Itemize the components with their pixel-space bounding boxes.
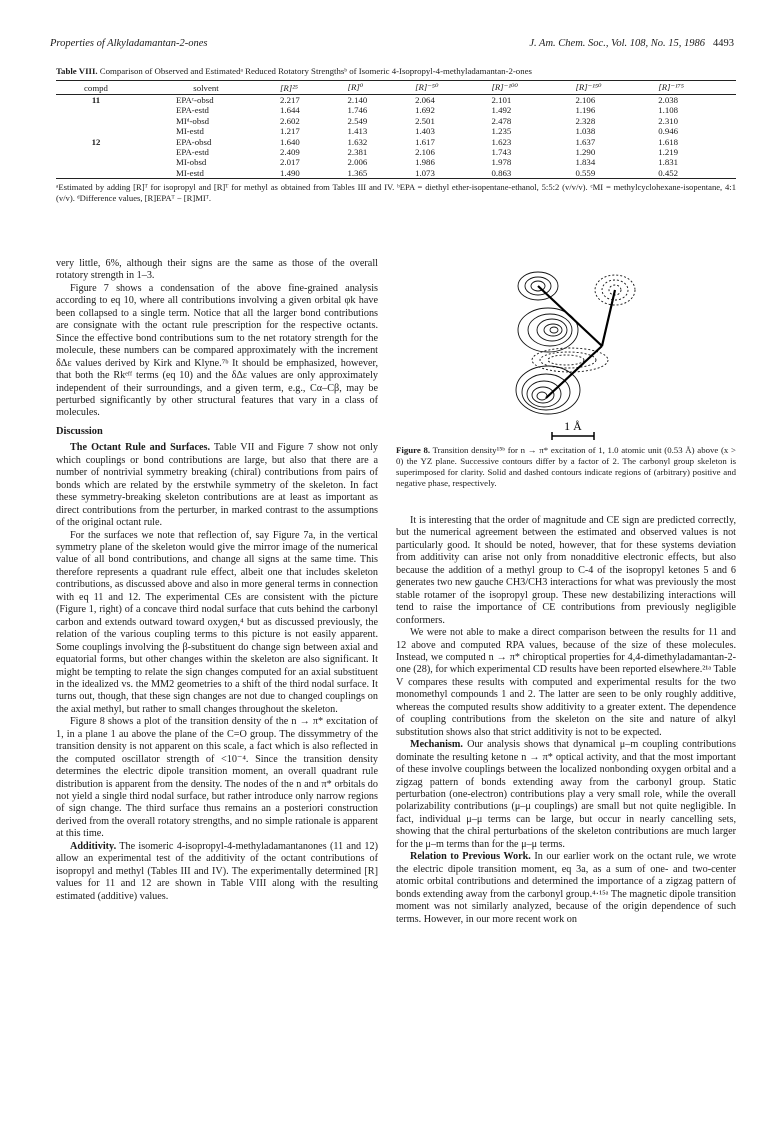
value-cell: 1.413 [347, 126, 368, 137]
compound-cell [56, 105, 136, 115]
value-cell: 1.743 [491, 147, 512, 158]
value-cell: 1.219 [658, 147, 679, 158]
paragraph: It is interesting that the order of magnitude and CE sign are predicted correctly, but the numerical agreement between the estimated and observed values is not particularly good. It should be noted, however, that for these systems deviation from additivity can arise not only from nonadditive electronic effects, but also because the addition of a methyl group to C-4 of the isopropyl ketones 5 and 6 generates two new gauche CH3/CH3 interactions for what was previously the most stable rotamer of the isopropyl group. These new destabilizing interactions will tend to raise the importance of CE contributions from previously negligible conformers. [396, 515, 736, 626]
value-cell: 1.038 [575, 126, 596, 137]
value-cell: 1.490 [280, 167, 300, 178]
table-viii [56, 66, 736, 204]
value-cell: 1.746 [347, 105, 368, 116]
value-cell: 2.549 [347, 115, 368, 126]
value-cell: 2.381 [347, 147, 368, 158]
paragraph-text: The isomeric 4-isopropyl-4-methyladamantanones (11 and 12) allow an experimental test of the additivity of the octant contributions of isopropyl and methyl (Tables III and IV). The experimentally determined [R] values for 11 and 12 are shown in Table VIII along with the resulting estimated (additive) values. [56, 840, 378, 902]
paragraph: very little, 6%, although their signs are the same as those of the overall rotatory strength in 1–3. [56, 258, 378, 282]
compound-cell [56, 126, 136, 136]
solvent-cell: MI-estd [176, 126, 204, 137]
run-in-heading: The Octant Rule and Surfaces. [70, 442, 211, 454]
value-cell: 1.196 [575, 105, 596, 116]
value-cell: 1.644 [280, 105, 300, 116]
compound-cell [56, 116, 136, 126]
value-cell: 2.106 [575, 95, 596, 105]
value-cell: 0.559 [575, 167, 596, 178]
solvent-cell: MIᵈ-obsd [176, 115, 210, 126]
value-cell: 1.623 [491, 136, 512, 147]
value-cell: 1.637 [575, 136, 596, 147]
running-title: Properties of Alkyladamantan-2-ones [50, 38, 208, 49]
paragraph-text: Table VII and Figure 7 show not only which couplings or bond contributions are large, but also that there are a number of nontrivial symmetry breaking (chiral) contributions from pairs of bonds which are related by the erstwhile symmetry of the skeleton. In fact these symmetry-breaking skeleton contributions are at least as important as direct contributions from the perturber, in marked contrast to the assumptions of the original octant rule. [56, 442, 378, 529]
value-cell: 1.617 [415, 136, 435, 147]
table-caption-text: Comparison of Observed and Estimatedᵃ Reduced Rotatory Strengthsᵇ of Isomeric 4-Isopropyl-4-methyladamantan-2-ones [99, 66, 532, 76]
value-cell: 1.365 [347, 167, 368, 178]
table-body [56, 95, 736, 179]
value-cell: 2.310 [658, 115, 679, 126]
value-cell: 1.403 [415, 126, 435, 137]
column-header: solvent [136, 81, 276, 95]
column-header: [R]⁻⁵⁰ [411, 81, 487, 95]
solvent-cell: EPA-estd [176, 147, 209, 158]
solvent-cell: MI-estd [176, 167, 204, 178]
run-in-heading: Mechanism. [410, 739, 463, 751]
table-row [56, 126, 736, 136]
table-footnote: ᵃEstimated by adding [R]ᵀ for isopropyl and [R]ᵀ for methyl as obtained from Tables III and IV. ᵇEPA = diethyl ether-isopentane-ethanol, 5:5:2 (v/v/v). ᶜMI = methylcyclohexane-isopentane, 4:1 (v/v). ᵈDifference values, [R]EPAᵀ − [R]MIᵀ. [56, 182, 736, 204]
page-number: 4493 [713, 38, 734, 49]
table-row [56, 157, 736, 167]
column-header: [R]⁻¹⁷⁵ [654, 81, 736, 95]
left-column [56, 258, 378, 903]
table-label: Table VIII. [56, 66, 98, 76]
compound-cell [56, 157, 136, 167]
contour-plot [490, 268, 650, 443]
section-heading: Discussion [56, 425, 103, 437]
value-cell: 2.101 [491, 95, 512, 105]
compound-cell [56, 147, 136, 157]
value-cell: 2.038 [658, 95, 679, 105]
solvent-cell: MI-obsd [176, 157, 207, 168]
scale-bar [552, 419, 594, 440]
scale-bar-label: 1 Å [564, 419, 582, 433]
value-cell: 2.501 [415, 115, 435, 126]
value-cell: 1.108 [658, 105, 679, 116]
compound-cell: 12 [91, 136, 101, 147]
column-header: compd [56, 81, 136, 95]
value-cell: 0.946 [658, 126, 679, 137]
value-cell: 1.632 [347, 136, 368, 147]
value-cell: 1.073 [415, 167, 435, 178]
value-cell: 2.006 [347, 157, 368, 168]
right-column [396, 515, 736, 926]
carbonyl-skeleton [538, 286, 615, 398]
dashed-contours [532, 275, 635, 372]
solvent-cell: EPAᶜ-obsd [176, 95, 214, 105]
value-cell: 1.978 [491, 157, 512, 168]
compound-cell: 11 [91, 95, 101, 105]
value-cell: 1.640 [280, 136, 300, 147]
value-cell: 2.064 [415, 95, 435, 105]
table-row [56, 137, 736, 147]
table-row [56, 168, 736, 179]
table-row [56, 147, 736, 157]
value-cell: 2.217 [280, 95, 300, 105]
run-in-heading: Relation to Previous Work. [410, 851, 531, 863]
column-header: [R]⁻¹⁵⁰ [571, 81, 654, 95]
data-table [56, 80, 736, 179]
figure-caption [396, 445, 736, 489]
value-cell: 2.106 [415, 147, 435, 158]
column-header: [R]⁻¹⁰⁰ [487, 81, 571, 95]
value-cell: 2.478 [491, 115, 512, 126]
journal-citation [529, 38, 734, 49]
paragraph [396, 851, 736, 926]
value-cell: 1.831 [658, 157, 679, 168]
paragraph [396, 739, 736, 851]
paragraph: Figure 7 shows a condensation of the above fine-grained analysis according to eq 10, where all contributions involving a given orbital φk have been collapsed to a single term. Notice that all the larger bond contributions are consignate with the octant rule prescription for the respective octants. Since the effective bond contributions sum to the net rotatory strength for the molecule, these numbers can be compared approximately with the increment δΔε values derived by Kirk and Klyne.⁷ᵇ It should be emphasized, however, that both the Rkᵉᶠᶠ terms (eq 10) and the δΔε values are only approximately independent of their surroundings, and a given term, e.g., Cα–Cβ, may be perturbed significantly by other structural features that vary in a class of molecules. [56, 282, 378, 419]
figure-label: Figure 8. [396, 445, 431, 455]
value-cell: 2.409 [280, 147, 300, 158]
value-cell: 1.492 [491, 105, 512, 116]
value-cell: 1.834 [575, 157, 596, 168]
value-cell: 2.017 [280, 157, 300, 168]
figure-caption-text: Transition density¹⁵ᵇ for n → π* excitation of 1, 1.0 atomic unit (0.53 Å) above (x > 0) the YZ plane. Successive contours differ by a factor of 2. The carbonyl group skeleton is superimposed for clarity. Solid and dashed contours indicate regions of (arbitrary) positive and negative phase, respectively. [396, 445, 736, 488]
run-in-heading: Additivity. [70, 840, 117, 852]
column-header: [R]²⁵ [276, 81, 344, 95]
table-row [56, 105, 736, 115]
paragraph-text: Our analysis shows that dynamical μ–m coupling contributions dominate the resulting ketone n → π* optical activity, and that the most important of these involve couplings between the localized nonbonding oxygen orbital and a zigzag pattern of bonds extending away from the carbonyl group. Static perturbation (one-electron) contributions play a very small role, while the overall polarizability contributions (μ–μ couplings) are small but not quite negligible. In fact, individual μ–μ terms can be large, but occur in nearly cancelling sets, showing that the chiral perturbations of the skeleton contributions are much larger for the μ–m terms than for the μ–μ terms. [396, 739, 736, 850]
column-header: [R]⁰ [344, 81, 412, 95]
value-cell: 1.618 [658, 136, 679, 147]
solvent-cell: EPA-estd [176, 105, 209, 116]
value-cell: 1.290 [575, 147, 596, 158]
value-cell: 1.692 [415, 105, 435, 116]
table-row [56, 95, 736, 106]
value-cell: 0.452 [658, 167, 679, 178]
paragraph: We were not able to make a direct comparison between the results for 11 and 12 above and computed RPA values, because of the size of these molecules. Instead, we computed n → π* chiroptical properties for 4,4-dimethyladamantan-2-one (28), for which experimental CD results have been reported elsewhere.²¹ᵃ Table V compares these results with computed and experimental results for the two monomethyl compounds 1 and 2. The latter are seen to be only roughly additive, whereas the computed results show additivity to a greater extent. The dependence of coupling contributions from the skeleton on the site and nature of alkyl substitution shows also that strict additivity is not to be expected. [396, 627, 736, 738]
value-cell: 1.986 [415, 157, 435, 168]
solvent-cell: EPA-obsd [176, 136, 212, 147]
paragraph [56, 442, 378, 529]
paragraph: Figure 8 shows a plot of the transition density of the n → π* excitation of 1, in a plane 1 au above the plane of the C=O group. The dissymmetry of the transition density is not apparent on this scale, a fact which is also reflected in the computed oscillator strength of <10⁻⁴. Since the transition density determines the electric dipole transition moment, an overall quadrant rule distribution is apparent from the density. The nodes of the n and π* orbitals do not yield a single third nodal surface, but rather introduce only narrow regions of sign change. The third surface thus remains an a posteriori construction derived from the overall rotatory strengths, and no simple rationale is apparent at this time. [56, 716, 378, 840]
value-cell: 0.863 [491, 167, 512, 178]
paragraph [56, 841, 378, 903]
value-cell: 1.217 [280, 126, 300, 137]
paragraph: For the surfaces we note that reflection of, say Figure 7a, in the vertical symmetry plane of the skeleton would give the mirror image of the numerical value of all bond contributions, and change all signs at the same time. This therefore represents a quadrant rule effect, albeit one that includes skeleton contributions, as discussed above and also in more general terms in connection with eq 11 and 12. The experimental CEs are consistent with the picture (Figure 1, right) of a concave third nodal surface that cuts behind the carbonyl carbon and extends outward toward oxygen,⁴ but as discussed previously, the relation of the various coupling terms to this picture is not easily apparent. Some couplings involving the β-substituent do change sign between axial and equatorial forms, but other changes within the skeleton are also significant. It might be tempting to relate the sign changes computed for an axial substituent in the idealized vs. the MM2 geometries to a shift of the third nodal surface. It turns out, though, that these sign changes are not due to changed couplings on the axial methyl, but rather to small changes throughout the skeleton. [56, 529, 378, 715]
value-cell: 2.602 [280, 115, 300, 126]
value-cell: 2.140 [347, 95, 368, 105]
journal-name: J. Am. Chem. Soc., Vol. 108, No. 15, 1986 [529, 38, 705, 49]
table-header-row [56, 81, 736, 95]
solid-contours [516, 272, 580, 414]
table-row [56, 116, 736, 126]
paragraph-text: In our earlier work on the octant rule, we wrote the electric dipole transition moment, eq 3a, as a sum of one- and two-center atomic orbital contributions and determined the importance of a zigzag pattern of bonds extending away from the carbonyl group.⁴·¹⁵ᵃ The magnetic dipole transition moment was not similarly analyzed, because of the origin dependence of such terms. However, in our more recent work on [396, 851, 737, 925]
figure-8-contour-plot [490, 268, 650, 443]
value-cell: 1.235 [491, 126, 512, 137]
value-cell: 2.328 [575, 115, 596, 126]
running-head [50, 38, 734, 54]
compound-cell [56, 168, 136, 179]
table-caption [56, 66, 736, 77]
